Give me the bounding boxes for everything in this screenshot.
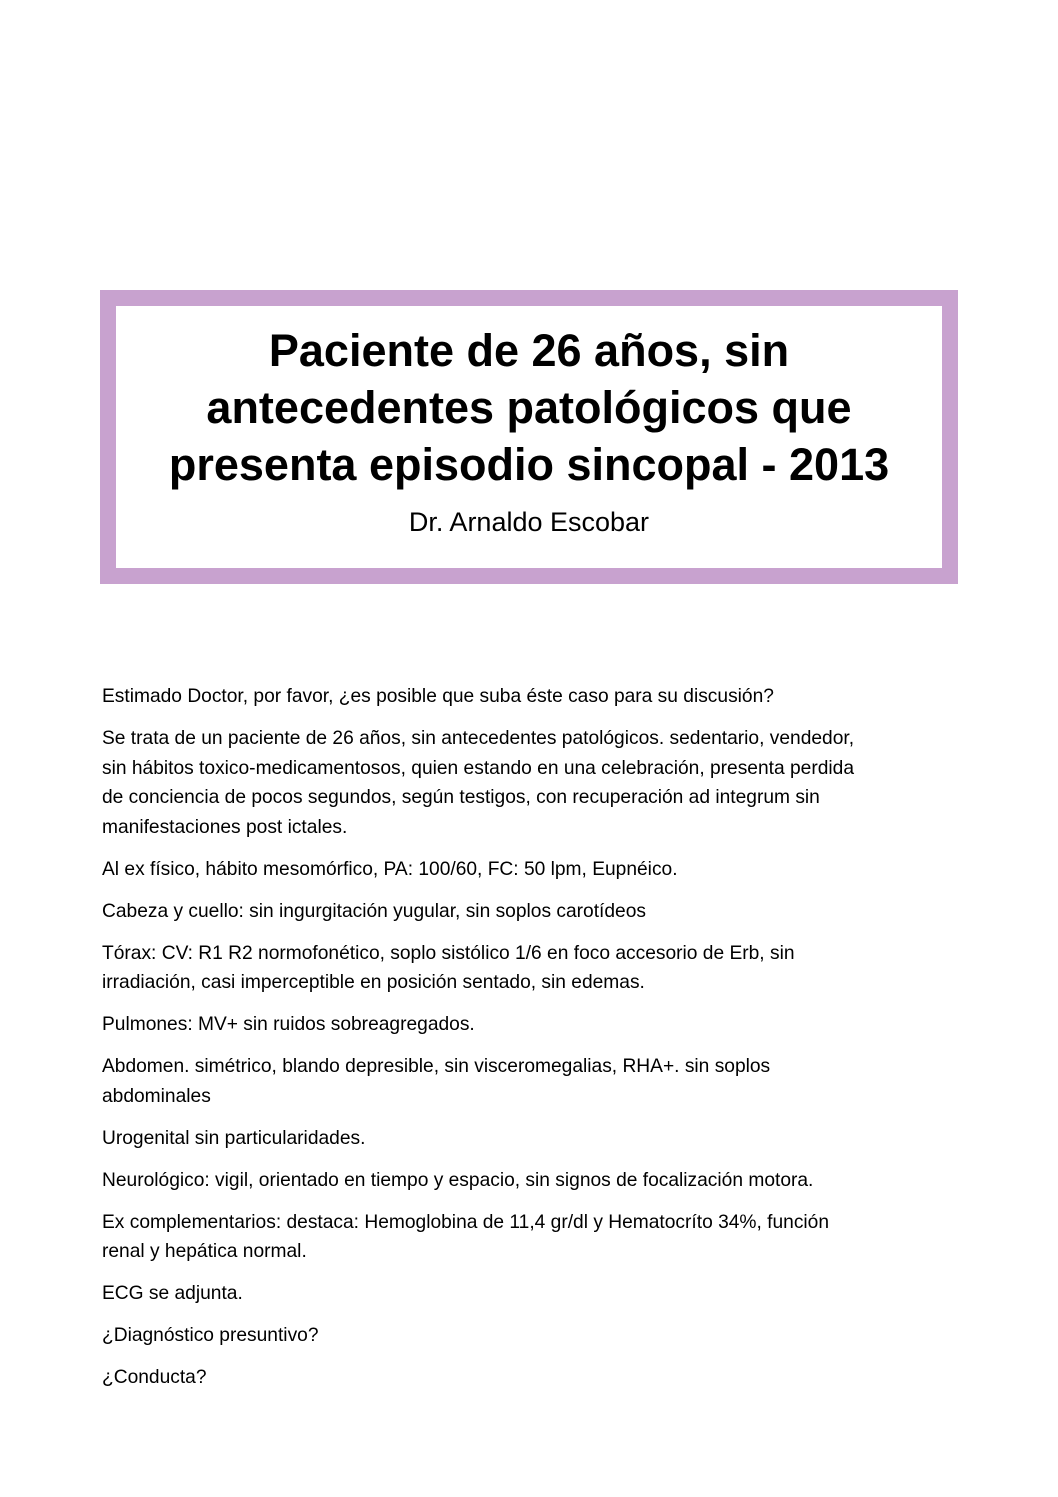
paragraph [102,855,952,885]
paragraph-line: sin hábitos toxico-medicamentosos, quien estando en una celebración, presenta perdida [102,757,854,779]
document-title [116,322,942,493]
paragraph-line: Estimado Doctor, por favor, ¿es posible que suba éste caso para su discusión? [102,686,774,707]
paragraph [102,897,952,927]
paragraph [102,939,952,998]
paragraph-line: Urogenital sin particularidades. [102,1127,366,1149]
paragraph [102,1052,952,1111]
paragraph-line: ¿Conducta? [102,1367,207,1388]
paragraph-line: Abdomen. simétrico, blando depresible, sin visceromegalias, RHA+. sin soplos [102,1056,771,1077]
paragraph-line: manifestaciones post ictales. [102,816,348,838]
paragraph-line: Ex complementarios: destaca: Hemoglobina de 11,4 gr/dl y Hematocríto 34%, función [102,1211,830,1233]
paragraph-line: renal y hepática normal. [102,1241,307,1262]
paragraph-line: Neurológico: vigil, orientado en tiempo y espacio, sin signos de focalización motora. [102,1169,814,1191]
title-line: presenta episodio sincopal - 2013 [168,439,890,490]
paragraph [102,1124,952,1154]
paragraph-line: Al ex físico, hábito mesomórfico, PA: 100/60, FC: 50 lpm, Eupnéico. [102,858,678,880]
paragraph-line: Cabeza y cuello: sin ingurgitación yugular, sin soplos carotídeos [102,900,646,922]
paragraph [102,1208,952,1267]
title-line: antecedentes patológicos que [206,382,852,433]
paragraph [102,1363,952,1393]
paragraph-line: Se trata de un paciente de 26 años, sin antecedentes patológicos. sedentario, vendedor, [102,728,855,749]
paragraph [102,1010,952,1040]
title-box [100,290,958,584]
paragraph-line: Tórax: CV: R1 R2 normofonético, soplo sistólico 1/6 en foco accesorio de Erb, sin [102,942,795,964]
paragraph-line: Pulmones: MV+ sin ruidos sobreagregados. [102,1014,475,1035]
title-line: Paciente de 26 años, sin [268,325,790,376]
paragraph-line: ECG se adjunta. [102,1283,243,1304]
paragraph [102,682,952,712]
paragraph [102,1279,952,1309]
paragraph-line: ¿Diagnóstico presuntivo? [102,1325,319,1346]
paragraph [102,724,952,842]
paragraph-line: irradiación, casi imperceptible en posición sentado, sin edemas. [102,972,645,993]
case-description [102,682,952,1405]
paragraph-line: abdominales [102,1085,211,1107]
author-name: Dr. Arnaldo Escobar [408,507,650,537]
paragraph-line: de conciencia de pocos segundos, según testigos, con recuperación ad integrum sin [102,787,820,808]
paragraph [102,1321,952,1351]
paragraph [102,1166,952,1196]
